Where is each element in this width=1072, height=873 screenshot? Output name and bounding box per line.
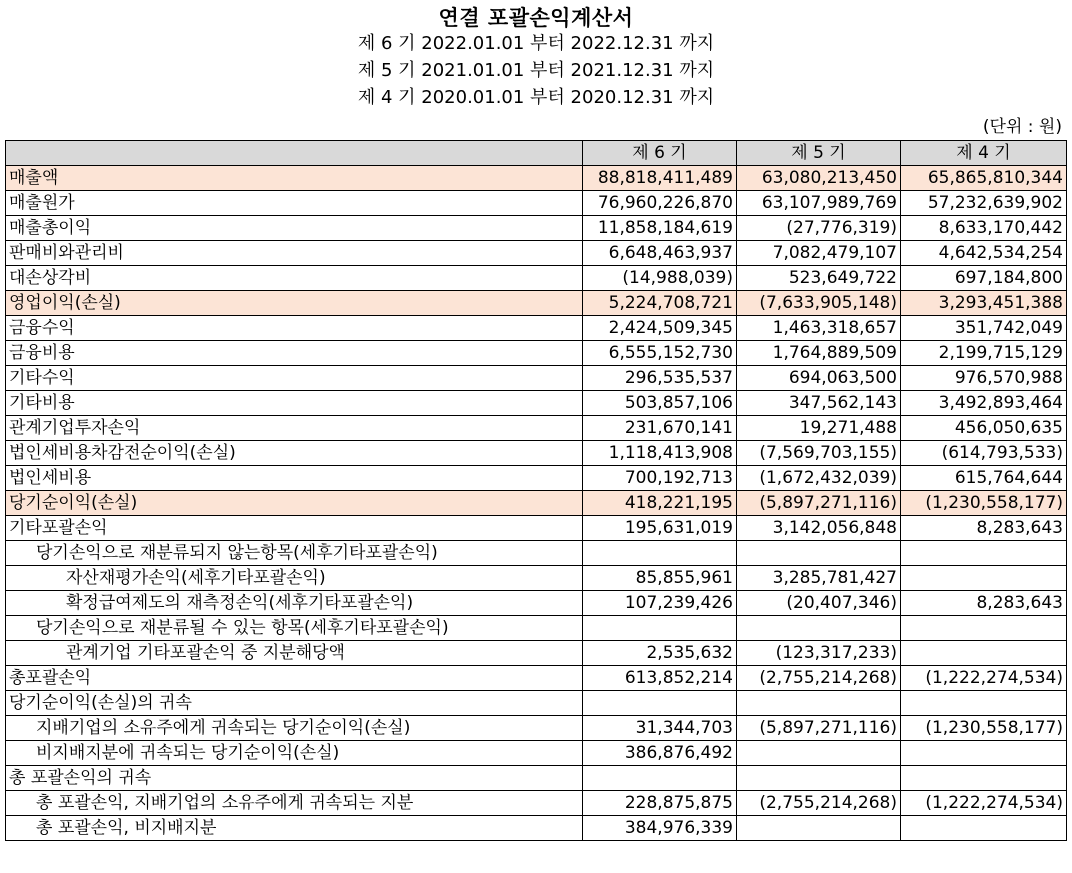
value-cell-period-4: 4,642,534,254 <box>901 241 1067 266</box>
table-row <box>6 566 1067 591</box>
table-row <box>6 441 1067 466</box>
row-label: 관계기업투자손익 <box>6 416 583 441</box>
table-row <box>6 266 1067 291</box>
value-cell-period-4: (1,222,274,534) <box>901 791 1067 816</box>
row-label: 기타수익 <box>6 366 583 391</box>
table-row <box>6 766 1067 791</box>
income-statement-table <box>5 140 1067 841</box>
value-cell-period-6: 386,876,492 <box>583 741 737 766</box>
value-cell-period-4: 8,283,643 <box>901 591 1067 616</box>
value-cell-period-6: 700,192,713 <box>583 466 737 491</box>
value-cell-period-6: 231,670,141 <box>583 416 737 441</box>
row-label: 법인세비용 <box>6 466 583 491</box>
value-cell-period-5: (2,755,214,268) <box>737 791 901 816</box>
value-cell-period-5: (7,633,905,148) <box>737 291 901 316</box>
value-cell-period-6 <box>583 691 737 716</box>
value-cell-period-5: (5,897,271,116) <box>737 491 901 516</box>
value-cell-period-6: 418,221,195 <box>583 491 737 516</box>
row-label: 판매비와관리비 <box>6 241 583 266</box>
value-cell-period-6: 1,118,413,908 <box>583 441 737 466</box>
value-cell-period-4 <box>901 816 1067 841</box>
value-cell-period-4: 8,283,643 <box>901 516 1067 541</box>
column-header-period-5: 제 5 기 <box>737 141 901 166</box>
row-label: 자산재평가손익(세후기타포괄손익) <box>6 566 583 591</box>
value-cell-period-6: 503,857,106 <box>583 391 737 416</box>
value-cell-period-5: (2,755,214,268) <box>737 666 901 691</box>
row-label: 관계기업 기타포괄손익 중 지분해당액 <box>6 641 583 666</box>
value-cell-period-4: 456,050,635 <box>901 416 1067 441</box>
value-cell-period-6: 6,555,152,730 <box>583 341 737 366</box>
value-cell-period-6: 195,631,019 <box>583 516 737 541</box>
value-cell-period-4: (614,793,533) <box>901 441 1067 466</box>
value-cell-period-5: 63,107,989,769 <box>737 191 901 216</box>
value-cell-period-4: 3,293,451,388 <box>901 291 1067 316</box>
value-cell-period-5: 1,463,318,657 <box>737 316 901 341</box>
value-cell-period-5: 19,271,488 <box>737 416 901 441</box>
value-cell-period-5: 3,285,781,427 <box>737 566 901 591</box>
value-cell-period-6: (14,988,039) <box>583 266 737 291</box>
value-cell-period-6 <box>583 541 737 566</box>
value-cell-period-4 <box>901 741 1067 766</box>
value-cell-period-6: 11,858,184,619 <box>583 216 737 241</box>
statement-title: 연결 포괄손익계산서 <box>438 6 634 30</box>
row-label: 당기손익으로 재분류되지 않는항목(세후기타포괄손익) <box>6 541 583 566</box>
value-cell-period-4 <box>901 566 1067 591</box>
value-cell-period-4: 8,633,170,442 <box>901 216 1067 241</box>
row-label: 영업이익(손실) <box>6 291 583 316</box>
row-label: 기타포괄손익 <box>6 516 583 541</box>
table-row <box>6 416 1067 441</box>
value-cell-period-4: 697,184,800 <box>901 266 1067 291</box>
value-cell-period-6: 6,648,463,937 <box>583 241 737 266</box>
value-cell-period-6: 613,852,214 <box>583 666 737 691</box>
table-row <box>6 491 1067 516</box>
value-cell-period-5: (123,317,233) <box>737 641 901 666</box>
row-label: 총포괄손익 <box>6 666 583 691</box>
table-row <box>6 816 1067 841</box>
value-cell-period-5: 1,764,889,509 <box>737 341 901 366</box>
value-cell-period-5: (27,776,319) <box>737 216 901 241</box>
value-cell-period-4: 57,232,639,902 <box>901 191 1067 216</box>
table-row <box>6 741 1067 766</box>
value-cell-period-6: 384,976,339 <box>583 816 737 841</box>
period-line-4: 제 4 기 2020.01.01 부터 2020.12.31 까지 <box>357 87 715 108</box>
value-cell-period-4: (1,230,558,177) <box>901 716 1067 741</box>
value-cell-period-6: 76,960,226,870 <box>583 191 737 216</box>
row-label: 비지배지분에 귀속되는 당기순이익(손실) <box>6 741 583 766</box>
period-line-5: 제 5 기 2021.01.01 부터 2021.12.31 까지 <box>357 60 715 81</box>
row-label: 금융비용 <box>6 341 583 366</box>
value-cell-period-6: 88,818,411,489 <box>583 166 737 191</box>
value-cell-period-4: 65,865,810,344 <box>901 166 1067 191</box>
value-cell-period-4: (1,230,558,177) <box>901 491 1067 516</box>
row-label: 기타비용 <box>6 391 583 416</box>
table-row <box>6 391 1067 416</box>
value-cell-period-5: (1,672,432,039) <box>737 466 901 491</box>
value-cell-period-6: 296,535,537 <box>583 366 737 391</box>
value-cell-period-5: 7,082,479,107 <box>737 241 901 266</box>
value-cell-period-5 <box>737 766 901 791</box>
value-cell-period-4 <box>901 541 1067 566</box>
table-row <box>6 641 1067 666</box>
table-row <box>6 241 1067 266</box>
table-row <box>6 791 1067 816</box>
value-cell-period-4 <box>901 691 1067 716</box>
table-row <box>6 716 1067 741</box>
row-label: 총 포괄손익, 지배기업의 소유주에게 귀속되는 지분 <box>6 791 583 816</box>
table-row <box>6 316 1067 341</box>
table-row <box>6 291 1067 316</box>
value-cell-period-6: 85,855,961 <box>583 566 737 591</box>
row-label: 당기순이익(손실)의 귀속 <box>6 691 583 716</box>
row-label: 당기순이익(손실) <box>6 491 583 516</box>
value-cell-period-5: 694,063,500 <box>737 366 901 391</box>
value-cell-period-4 <box>901 766 1067 791</box>
value-cell-period-4: (1,222,274,534) <box>901 666 1067 691</box>
value-cell-period-5: 523,649,722 <box>737 266 901 291</box>
table-row <box>6 616 1067 641</box>
value-cell-period-5: 3,142,056,848 <box>737 516 901 541</box>
value-cell-period-5: 347,562,143 <box>737 391 901 416</box>
value-cell-period-6: 2,424,509,345 <box>583 316 737 341</box>
unit-label: (단위 : 원) <box>982 117 1062 137</box>
value-cell-period-4 <box>901 616 1067 641</box>
value-cell-period-5 <box>737 691 901 716</box>
table-row <box>6 166 1067 191</box>
table-row <box>6 191 1067 216</box>
table-row <box>6 341 1067 366</box>
table-row <box>6 466 1067 491</box>
row-label: 금융수익 <box>6 316 583 341</box>
value-cell-period-5 <box>737 816 901 841</box>
value-cell-period-5 <box>737 741 901 766</box>
value-cell-period-4: 976,570,988 <box>901 366 1067 391</box>
value-cell-period-6: 5,224,708,721 <box>583 291 737 316</box>
row-label: 매출총이익 <box>6 216 583 241</box>
value-cell-period-6 <box>583 616 737 641</box>
table-row <box>6 216 1067 241</box>
value-cell-period-4: 3,492,893,464 <box>901 391 1067 416</box>
table-row <box>6 541 1067 566</box>
row-label: 법인세비용차감전순이익(손실) <box>6 441 583 466</box>
value-cell-period-5: (5,897,271,116) <box>737 716 901 741</box>
table-row <box>6 666 1067 691</box>
row-label: 총 포괄손익, 비지배지분 <box>6 816 583 841</box>
value-cell-period-4: 2,199,715,129 <box>901 341 1067 366</box>
table-row <box>6 516 1067 541</box>
value-cell-period-4: 615,764,644 <box>901 466 1067 491</box>
table-body <box>6 166 1067 841</box>
column-header-period-4: 제 4 기 <box>901 141 1067 166</box>
value-cell-period-5: 63,080,213,450 <box>737 166 901 191</box>
column-header-period-6: 제 6 기 <box>583 141 737 166</box>
column-header-label <box>6 141 583 166</box>
value-cell-period-6: 107,239,426 <box>583 591 737 616</box>
value-cell-period-5: (20,407,346) <box>737 591 901 616</box>
table-row <box>6 591 1067 616</box>
row-label: 당기손익으로 재분류될 수 있는 항목(세후기타포괄손익) <box>6 616 583 641</box>
value-cell-period-6 <box>583 766 737 791</box>
row-label: 매출액 <box>6 166 583 191</box>
value-cell-period-6: 2,535,632 <box>583 641 737 666</box>
value-cell-period-5 <box>737 541 901 566</box>
table-header-row <box>6 141 1067 166</box>
value-cell-period-5 <box>737 616 901 641</box>
value-cell-period-5: (7,569,703,155) <box>737 441 901 466</box>
value-cell-period-6: 31,344,703 <box>583 716 737 741</box>
value-cell-period-4: 351,742,049 <box>901 316 1067 341</box>
row-label: 대손상각비 <box>6 266 583 291</box>
value-cell-period-6: 228,875,875 <box>583 791 737 816</box>
table-row <box>6 366 1067 391</box>
period-line-6: 제 6 기 2022.01.01 부터 2022.12.31 까지 <box>357 33 715 54</box>
row-label: 매출원가 <box>6 191 583 216</box>
table-row <box>6 691 1067 716</box>
row-label: 총 포괄손익의 귀속 <box>6 766 583 791</box>
row-label: 확정급여제도의 재측정손익(세후기타포괄손익) <box>6 591 583 616</box>
value-cell-period-4 <box>901 641 1067 666</box>
row-label: 지배기업의 소유주에게 귀속되는 당기순이익(손실) <box>6 716 583 741</box>
